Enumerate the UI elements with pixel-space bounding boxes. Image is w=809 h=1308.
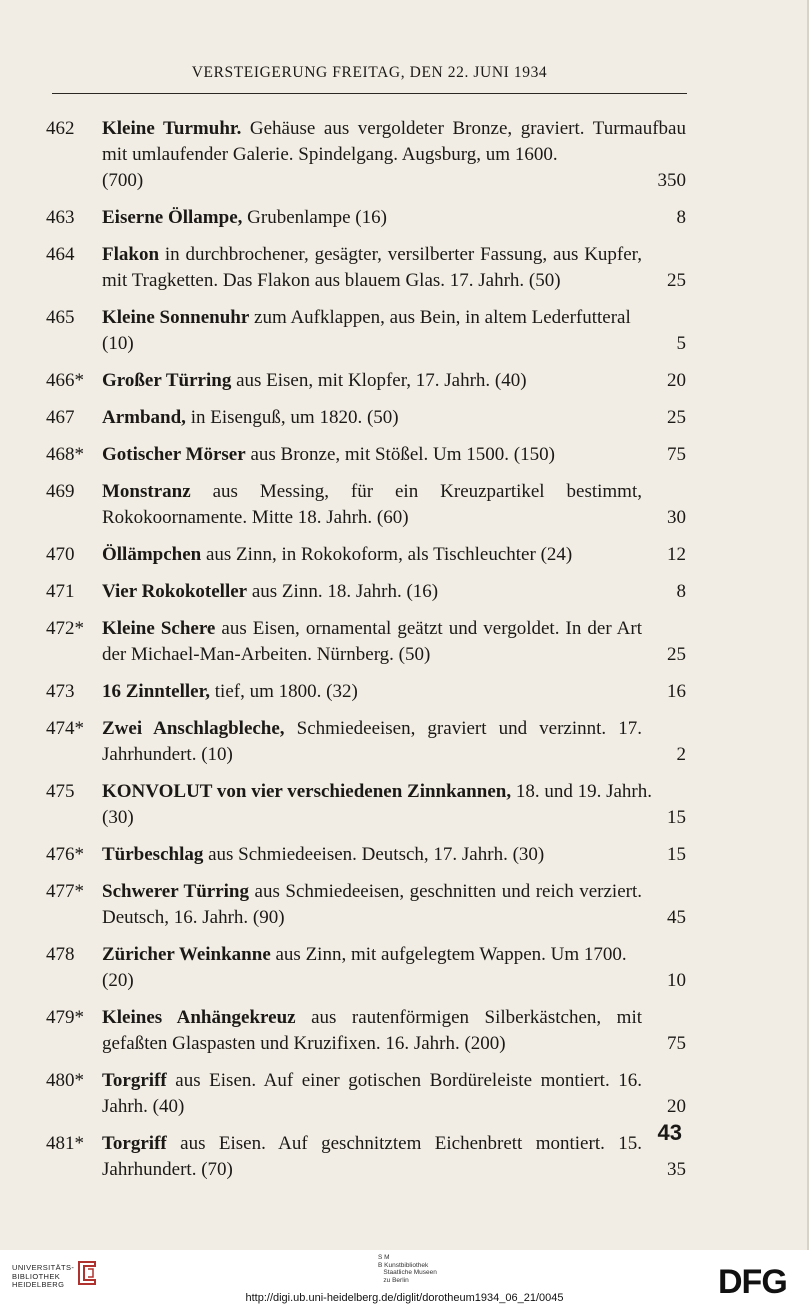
library-logo-icon <box>76 1260 98 1286</box>
lot-details: aus Bronze, mit Stößel. Um 1500. (150) <box>245 444 555 465</box>
lot-entry <box>46 479 686 531</box>
lot-title: Züricher Weinkanne <box>102 944 271 965</box>
dfg-logo: DFG <box>718 1263 787 1301</box>
lot-details: in Eisenguß, um 1820. (50) <box>185 407 399 428</box>
lot-price: 2 <box>676 744 686 765</box>
lot-title: Schwerer Türring <box>102 881 249 902</box>
lot-number: 480* <box>46 1070 84 1091</box>
lot-details: Gehäuse aus vergoldeter Bronze, graviert. Turmaufbau mit umlaufender Galerie. Spindelgang. Augsburg, um 1600. <box>102 118 686 165</box>
lot-description <box>102 842 686 868</box>
lot-description <box>102 442 686 468</box>
lot-price: 5 <box>676 333 686 354</box>
lot-details: 18. und 19. Jahrh. <box>511 781 652 802</box>
lot-details: in durchbrochener, gesägter, versilberter Fassung, aus Kupfer, mit Tragketten. Das Flakon aus blauem Glas. 17. Jahrh. (50) <box>102 244 642 291</box>
lot-details: Grubenlampe (16) <box>242 207 387 228</box>
lot-number: 462 <box>46 118 75 139</box>
lot-price: 15 <box>667 844 686 865</box>
lot-title: KONVOLUT von vier verschiedenen Zinnkannen, <box>102 781 512 802</box>
lot-details: aus Eisen. Auf einer gotischen Bordüreleiste montiert. 16. Jahrh. (40) <box>102 1070 642 1117</box>
lot-number: 468* <box>46 444 84 465</box>
lot-description <box>102 679 686 705</box>
lot-title: Torgriff <box>102 1070 167 1091</box>
lot-description <box>102 405 686 431</box>
lot-description <box>102 1131 686 1183</box>
lot-entry <box>46 679 686 705</box>
lot-estimate: (700) <box>102 170 144 191</box>
lot-number: 464 <box>46 244 75 265</box>
lot-price: 20 <box>667 1096 686 1117</box>
lot-entry <box>46 305 686 357</box>
lot-entry <box>46 616 686 668</box>
page-number: 43 <box>657 1120 682 1145</box>
lot-estimate: (10) <box>102 333 134 354</box>
lot-title: Kleine Sonnenuhr <box>102 307 250 328</box>
lot-title: Armband, <box>102 407 186 428</box>
lot-title: Flakon <box>102 244 160 265</box>
lot-number: 471 <box>46 581 75 602</box>
lot-entry <box>46 442 686 468</box>
lot-entry <box>46 542 686 568</box>
lot-price: 35 <box>667 1159 686 1180</box>
lot-details: tief, um 1800. (32) <box>210 681 358 702</box>
lot-price: 12 <box>667 544 686 565</box>
lot-price-line <box>102 168 686 194</box>
lot-number: 469 <box>46 481 75 502</box>
lot-title: Kleine Turmuhr. <box>102 118 242 139</box>
lot-price: 10 <box>667 970 686 991</box>
lot-price: 25 <box>667 644 686 665</box>
lot-title: Gotischer Mörser <box>102 444 246 465</box>
lot-details: aus Eisen, mit Klopfer, 17. Jahrh. (40) <box>231 370 527 391</box>
lot-description <box>102 1068 686 1120</box>
lot-details: aus Eisen, ornamental geätzt und vergoldet. In der Art der Michael-Man-Arbeiten. Nürnberg. (50) <box>102 618 642 665</box>
lot-entry <box>46 842 686 868</box>
lot-details: aus Schmiedeeisen. Deutsch, 17. Jahrh. (30) <box>203 844 545 865</box>
lot-price: 8 <box>676 581 686 602</box>
lot-entry <box>46 116 686 194</box>
lot-entry <box>46 1068 686 1120</box>
lot-estimate: (20) <box>102 970 134 991</box>
lot-price: 75 <box>667 444 686 465</box>
lot-price: 45 <box>667 907 686 928</box>
lot-number: 473 <box>46 681 75 702</box>
lot-entry <box>46 205 686 231</box>
partner-institution: S M B Kunstbibliothek Staatliche Museen zu Berlin <box>378 1254 437 1284</box>
lot-number: 465 <box>46 307 75 328</box>
lot-number: 479* <box>46 1007 84 1028</box>
lot-price: 25 <box>667 407 686 428</box>
lot-title: Vier Rokokoteller <box>102 581 248 602</box>
lot-details: zum Aufklappen, aus Bein, in altem Lederfutteral <box>249 307 631 328</box>
lot-details: aus Schmiedeeisen, geschnitten und reich verziert. Deutsch, 16. Jahrh. (90) <box>102 881 642 928</box>
lot-list <box>46 116 686 1194</box>
header-rule <box>52 93 687 94</box>
lot-description <box>102 542 686 568</box>
lot-entry <box>46 405 686 431</box>
lot-title: Eiserne Öllampe, <box>102 207 243 228</box>
lot-description <box>102 368 686 394</box>
lot-description <box>102 942 686 968</box>
library-name: UNIVERSITÄTS- BIBLIOTHEK HEIDELBERG <box>12 1263 75 1289</box>
lot-price: 20 <box>667 370 686 391</box>
lot-title: Türbeschlag <box>102 844 204 865</box>
lot-entry <box>46 879 686 931</box>
lot-details: aus Eisen. Auf geschnitztem Eichenbrett montiert. 15. Jahrhundert. (70) <box>102 1133 642 1180</box>
lot-number: 477* <box>46 881 84 902</box>
lot-description <box>102 242 686 294</box>
lot-number: 478 <box>46 944 75 965</box>
lot-description <box>102 1005 686 1057</box>
digitization-footer <box>0 1250 809 1308</box>
lot-entry <box>46 1131 686 1183</box>
lot-entry <box>46 368 686 394</box>
lot-description <box>102 716 686 768</box>
lot-details: aus Zinn, in Rokokoform, als Tischleuchter (24) <box>201 544 573 565</box>
lot-title: Monstranz <box>102 481 191 502</box>
permalink[interactable]: http://digi.ub.uni-heidelberg.de/diglit/dorotheum1934_06_21/0045 <box>245 1292 564 1304</box>
lot-estimate: (30) <box>102 807 134 828</box>
lot-details: aus rautenförmigen Silberkästchen, mit gefaßten Glaspasten und Kruzifixen. 16. Jahrh. (200) <box>102 1007 643 1054</box>
lot-description <box>102 879 686 931</box>
lot-price-line <box>102 805 686 831</box>
lot-title: Zwei Anschlagbleche, <box>102 718 285 739</box>
page-header: VERSTEIGERUNG FREITAG, DEN 22. JUNI 1934 <box>191 64 548 81</box>
lot-title: Kleines Anhängekreuz <box>102 1007 296 1028</box>
lot-price: 8 <box>676 207 686 228</box>
lot-description <box>102 579 686 605</box>
lot-price-line <box>102 331 686 357</box>
lot-price: 350 <box>657 170 686 191</box>
lot-number: 470 <box>46 544 75 565</box>
lot-number: 481* <box>46 1133 84 1154</box>
lot-price: 30 <box>667 507 686 528</box>
lot-details: aus Messing, für ein Kreuzpartikel bestimmt, Rokokoornamente. Mitte 18. Jahrh. (60) <box>102 481 642 528</box>
lot-number: 474* <box>46 718 84 739</box>
lot-title: Torgriff <box>102 1133 167 1154</box>
lot-description <box>102 116 686 168</box>
lot-price: 16 <box>667 681 686 702</box>
lot-details: Schmiedeeisen, graviert und verzinnt. 17. Jahrhundert. (10) <box>102 718 642 765</box>
lot-description <box>102 479 686 531</box>
lot-title: Kleine Schere <box>102 618 216 639</box>
lot-price: 15 <box>667 807 686 828</box>
lot-entry <box>46 779 686 831</box>
lot-title: Großer Türring <box>102 370 232 391</box>
lot-description <box>102 616 686 668</box>
lot-entry <box>46 242 686 294</box>
lot-description <box>102 305 686 331</box>
lot-entry <box>46 1005 686 1057</box>
lot-number: 467 <box>46 407 75 428</box>
lot-number: 463 <box>46 207 75 228</box>
lot-description <box>102 779 686 805</box>
lot-entry <box>46 942 686 994</box>
lot-price-line <box>102 968 686 994</box>
lot-number: 476* <box>46 844 84 865</box>
lot-price: 75 <box>667 1033 686 1054</box>
lot-number: 472* <box>46 618 84 639</box>
lot-details: aus Zinn. 18. Jahrh. (16) <box>247 581 439 602</box>
lot-entry <box>46 716 686 768</box>
lot-title: Öllämpchen <box>102 544 202 565</box>
lot-title: 16 Zinnteller, <box>102 681 211 702</box>
lot-entry <box>46 579 686 605</box>
lot-price: 25 <box>667 270 686 291</box>
lot-number: 475 <box>46 781 75 802</box>
lot-description <box>102 205 686 231</box>
lot-details: aus Zinn, mit aufgelegtem Wappen. Um 1700. <box>270 944 627 965</box>
lot-number: 466* <box>46 370 84 391</box>
